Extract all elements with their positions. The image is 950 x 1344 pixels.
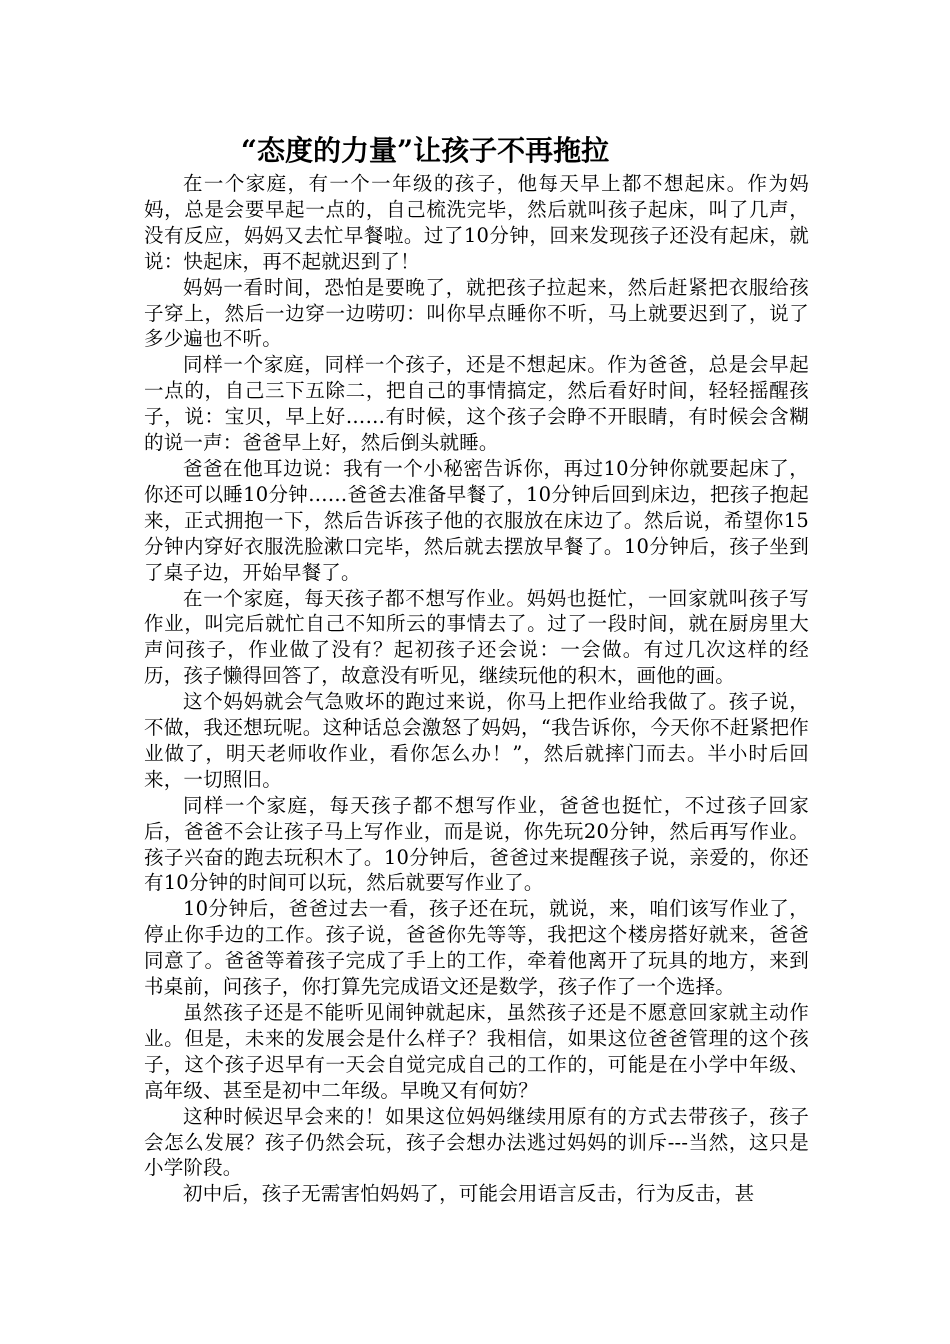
document-title: “态度的力量”让孩子不再拖拉 (240, 134, 610, 167)
paragraph-10: 这种时候迟早会来的！如果这位妈妈继续用原有的方式去带孩子，孩子会怎么发展？孩子仍然会玩，孩子会想办法逃过妈妈的训斥---当然，这只是小学阶段。 (144, 1104, 809, 1180)
paragraph-2: 妈妈一看时间，恐怕是要晚了，就把孩子拉起来，然后赶紧把衣服给孩子穿上，然后一边穿一边唠叨：叫你早点睡你不听，马上就要迟到了，说了多少遍也不听。 (144, 275, 809, 351)
paragraph-8: 10分钟后，爸爸过去一看，孩子还在玩，就说，来，咱们该写作业了，停止你手边的工作。孩子说，爸爸你先等等，我把这个楼房搭好就来，爸爸同意了。爸爸等着孩子完成了手上的工作，牵着他离开了玩具的地方，来到书桌前，问孩子，你打算先完成语文还是数学，孩子作了一个选择。 (144, 897, 809, 999)
paragraph-9: 虽然孩子还是不能听见闹钟就起床，虽然孩子还是不愿意回家就主动作业。但是，未来的发展会是什么样子？我相信，如果这位爸爸管理的这个孩子，这个孩子迟早有一天会自觉完成自己的工作的，可能是在小学中年级、高年级、甚至是初中二年级。早晚又有何妨？ (144, 1001, 809, 1102)
document-body (144, 171, 809, 1207)
paragraph-3: 同样一个家庭，同样一个孩子，还是不想起床。作为爸爸，总是会早起一点的，自己三下五除二，把自己的事情搞定，然后看好时间，轻轻摇醒孩子，说：宝贝，早上好……有时候，这个孩子会睁不开眼睛，有时候会含糊的说一声：爸爸早上好，然后倒头就睡。 (144, 353, 809, 455)
paragraph-4: 爸爸在他耳边说：我有一个小秘密告诉你，再过10分钟你就要起床了，你还可以睡10分钟……爸爸去准备早餐了，10分钟后回到床边，把孩子抱起来，正式拥抱一下，然后告诉孩子他的衣服放在床边了。然后说，希望你15分钟内穿好衣服洗脸漱口完毕，然后就去摆放早餐了。10分钟后，孩子坐到了桌子边，开始早餐了。 (144, 456, 809, 584)
paragraph-5: 在一个家庭，每天孩子都不想写作业。妈妈也挺忙，一回家就叫孩子写作业，叫完后就忙自己不知所云的事情去了。过了一段时间，就在厨房里大声问孩子，作业做了没有？起初孩子还会说：一会做。有过几次这样的经历，孩子懒得回答了，故意没有听见，继续玩他的积木，画他的画。 (144, 586, 809, 688)
paragraph-11: 初中后，孩子无需害怕妈妈了，可能会用语言反击，行为反击，甚 (183, 1182, 755, 1206)
paragraph-6: 这个妈妈就会气急败坏的跑过来说，你马上把作业给我做了。孩子说，不做，我还想玩呢。这种话总会激怒了妈妈，“我告诉你，今天你不赶紧把作业做了，明天老师收作业，看你怎么办！”，然后就摔门而去。半小时后回来，一切照旧。 (144, 690, 809, 791)
paragraph-1: 在一个家庭，有一个一年级的孩子，他每天早上都不想起床。作为妈妈，总是会要早起一点的，自己梳洗完毕，然后就叫孩子起床，叫了几声，没有反应，妈妈又去忙早餐啦。过了10分钟，回来发现孩子还没有起床，就说：快起床，再不起就迟到了！ (144, 172, 809, 273)
paragraph-7: 同样一个家庭，每天孩子都不想写作业，爸爸也挺忙，不过孩子回家后，爸爸不会让孩子马上写作业，而是说，你先玩20分钟，然后再写作业。孩子兴奋的跑去玩积木了。10分钟后，爸爸过来提醒孩子说，亲爱的，你还有10分钟的时间可以玩，然后就要写作业了。 (144, 793, 809, 895)
